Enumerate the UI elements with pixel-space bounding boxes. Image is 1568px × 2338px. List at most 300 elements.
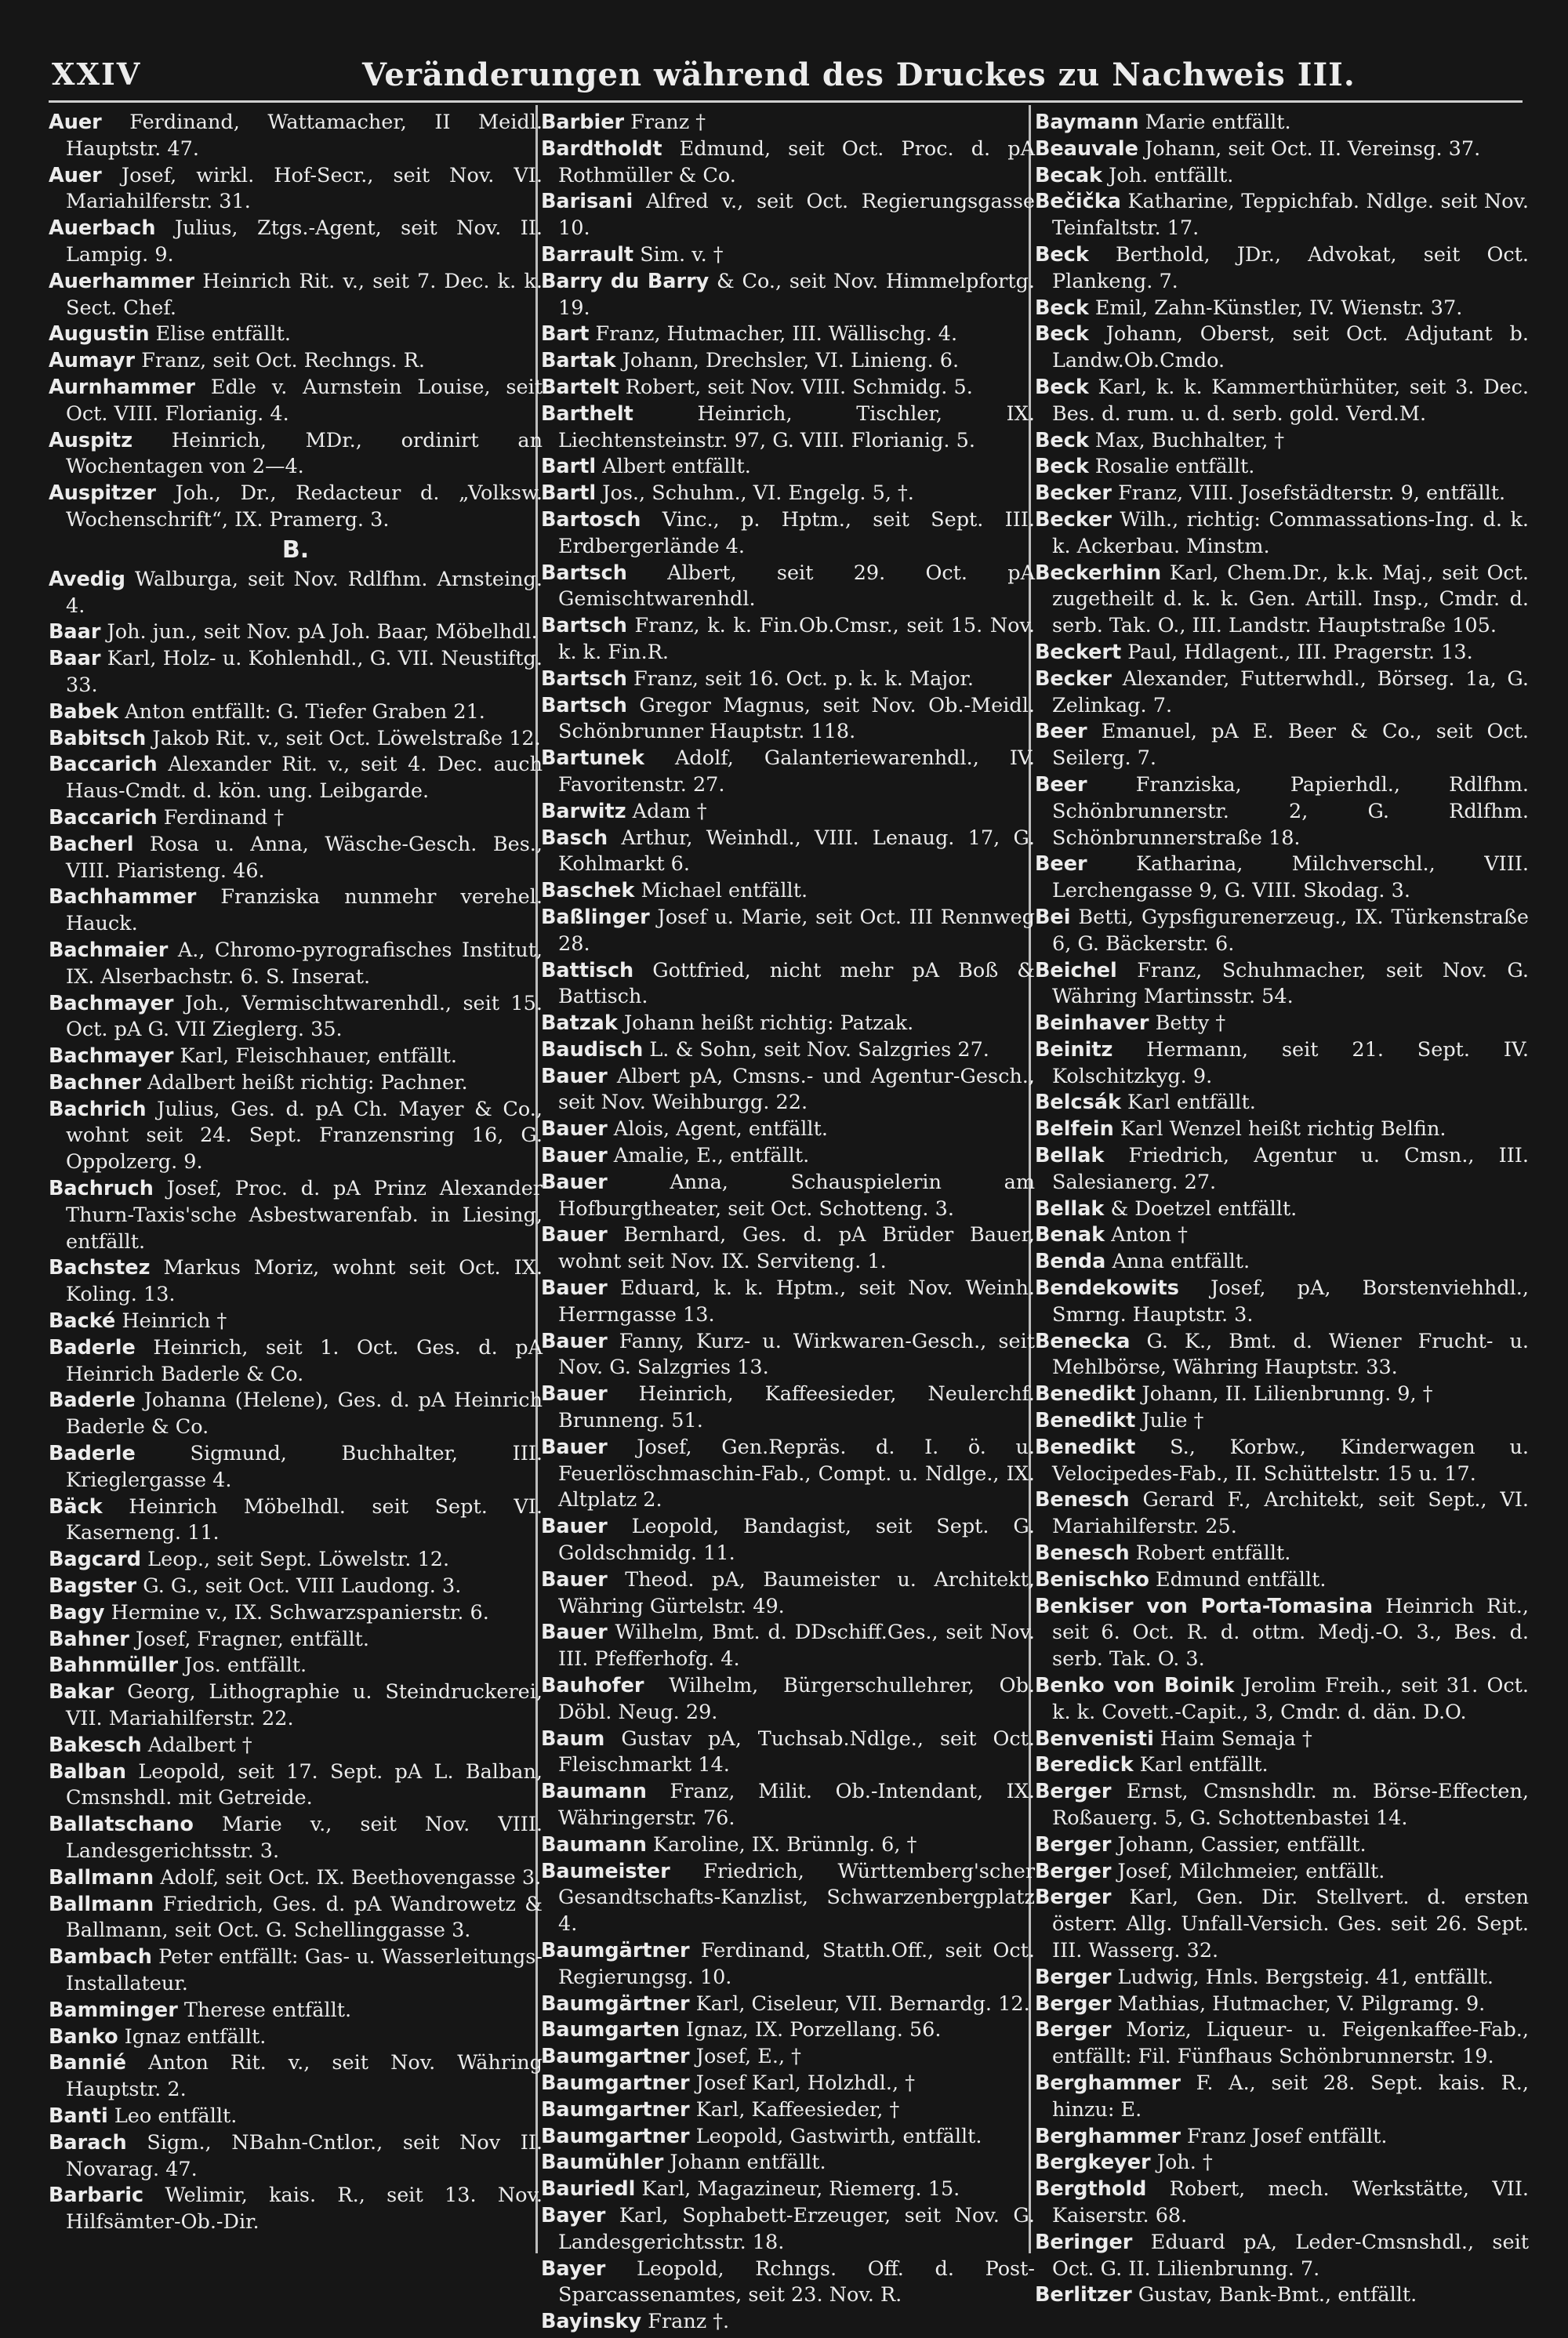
directory-entry bbox=[49, 1865, 543, 1892]
directory-entry bbox=[1035, 163, 1529, 190]
directory-entry bbox=[1035, 1116, 1529, 1143]
directory-entry bbox=[541, 2256, 1035, 2310]
header-rule bbox=[49, 100, 1523, 103]
directory-entry bbox=[49, 726, 543, 753]
entry-name: Bagy bbox=[49, 1600, 105, 1625]
entry-details: Ignaz, IX. Porzellang. 56. bbox=[686, 2018, 942, 2042]
directory-entry bbox=[49, 2130, 543, 2184]
directory-entry bbox=[49, 1309, 543, 1335]
entry-name: Bauer bbox=[541, 1435, 608, 1459]
entry-name: Beichel bbox=[1035, 958, 1117, 982]
entry-name: Bergkeyer bbox=[1035, 2151, 1151, 2175]
directory-entry bbox=[1035, 2282, 1529, 2309]
directory-entry bbox=[541, 2150, 1035, 2176]
entry-name: Berlitzer bbox=[1035, 2283, 1132, 2307]
entry-details: Paul, Hdlagent., III. Pragerstr. 13. bbox=[1127, 640, 1473, 664]
directory-entry bbox=[1035, 1143, 1529, 1196]
entry-name: Bartsch bbox=[541, 666, 627, 691]
entry-details: Alois, Agent, entfällt. bbox=[613, 1117, 828, 1142]
entry-name: Beredick bbox=[1035, 1753, 1134, 1777]
directory-entry bbox=[541, 321, 1035, 348]
entry-details: Gerard F., Architekt, seit Sept., VI. Mariahilferstr. 25. bbox=[1052, 1488, 1530, 1539]
entry-details: Eduard pA, Leder-Cmsnshdl., seit Oct. G. II. Lilienbrunng. 7. bbox=[1052, 2230, 1530, 2281]
entry-name: Barwitz bbox=[541, 799, 626, 823]
entry-details: Karl, Magazineur, Riemerg. 15. bbox=[641, 2177, 960, 2202]
directory-entry bbox=[1035, 481, 1529, 507]
entry-details: Karl entfällt. bbox=[1127, 1091, 1256, 1115]
entry-name: Baumann bbox=[541, 1780, 647, 1804]
directory-entry bbox=[541, 454, 1035, 481]
entry-name: Bečička bbox=[1035, 190, 1121, 214]
entry-name: Ballatschano bbox=[49, 1813, 194, 1837]
directory-entry bbox=[541, 666, 1035, 693]
entry-name: Bachrich bbox=[49, 1097, 147, 1121]
directory-entry bbox=[49, 832, 543, 885]
directory-entry bbox=[49, 805, 543, 832]
directory-entry bbox=[541, 2044, 1035, 2071]
entry-name: Bahnmüller bbox=[49, 1654, 179, 1678]
directory-entry bbox=[49, 2050, 543, 2104]
entry-name: Baderle bbox=[49, 1335, 136, 1360]
entry-details: Leopold, seit 17. Sept. pA L. Balban, Cmsnshdl. mit Getreide. bbox=[66, 1759, 543, 1810]
directory-entry bbox=[1035, 772, 1529, 851]
entry-details: Jerolim Freih., seit 31. Oct. k. k. Covett.-Capit., 3, Cmdr. d. dän. D.O. bbox=[1052, 1674, 1529, 1724]
entry-name: Auer bbox=[49, 163, 102, 187]
entry-details: Josef Karl, Holzhdl., † bbox=[695, 2071, 915, 2095]
directory-entry bbox=[49, 1944, 543, 1998]
directory-entry bbox=[1035, 1249, 1529, 1276]
entry-name: Baumgartner bbox=[541, 2071, 690, 2095]
directory-entry bbox=[541, 401, 1035, 455]
entry-name: Auspitzer bbox=[49, 481, 156, 506]
directory-entry bbox=[1035, 1965, 1529, 1991]
directory-entry bbox=[541, 1779, 1035, 1832]
entry-name: Bauer bbox=[541, 1223, 608, 1247]
entry-details: Joh., Vermischtwarenhdl., seit 15. Oct. pA G. VII Zieglerg. 35. bbox=[66, 991, 543, 1042]
entry-name: Bayinsky bbox=[541, 2310, 642, 2334]
entry-details: Vinc., p. Hptm., seit Sept. III. Erdbergerlände 4. bbox=[558, 507, 1036, 558]
entry-name: Beck bbox=[1035, 322, 1089, 347]
entry-details: Jos., Schuhm., VI. Engelg. 5, †. bbox=[602, 481, 914, 506]
directory-entry bbox=[49, 1176, 543, 1255]
entry-name: Becker bbox=[1035, 507, 1112, 532]
entry-name: Bauriedl bbox=[541, 2177, 636, 2202]
entry-details: Joh., Dr., Redacteur d. „Volksw. Wochenschrift“, IX. Pramerg. 3. bbox=[66, 481, 543, 532]
directory-entry bbox=[541, 1276, 1035, 1329]
entry-name: Baßlinger bbox=[541, 905, 650, 929]
entry-name: Berger bbox=[1035, 1886, 1112, 1910]
directory-entry bbox=[49, 1998, 543, 2024]
entry-name: Becak bbox=[1035, 163, 1103, 187]
entry-name: Aumayr bbox=[49, 349, 136, 373]
entry-name: Bartunek bbox=[541, 746, 644, 771]
entry-name: Berger bbox=[1035, 1832, 1112, 1857]
entry-details: Markus Moriz, wohnt seit Oct. IX. Koling. 13. bbox=[66, 1256, 543, 1307]
entry-details: Franz, Schuhmacher, seit Nov. G. Währing Martinsstr. 54. bbox=[1052, 958, 1529, 1009]
entry-name: Bauer bbox=[541, 1170, 608, 1194]
entry-name: Baum bbox=[541, 1726, 605, 1751]
directory-entry bbox=[1035, 1329, 1529, 1382]
entry-details: Karl, Gen. Dir. Stellvert. d. ersten österr. Allg. Unfall-Versich. Ges. seit 26. Sept. III. Wasserg. 32. bbox=[1052, 1886, 1529, 1962]
entry-name: Benischko bbox=[1035, 1567, 1149, 1592]
entry-details: Katharina, Milchverschl., VIII. Lerchengasse 9, G. VIII. Skodag. 3. bbox=[1052, 852, 1530, 903]
entry-name: Bartsch bbox=[541, 693, 627, 717]
entry-details: Wilh., richtig: Commassations-Ing. d. k. k. Ackerbau. Minstm. bbox=[1052, 507, 1529, 558]
directory-entry bbox=[541, 1832, 1035, 1859]
directory-entry bbox=[49, 1097, 543, 1176]
entry-name: Baschek bbox=[541, 879, 635, 903]
directory-entry bbox=[1035, 1222, 1529, 1249]
directory-entry bbox=[49, 567, 543, 620]
entry-details: Franz †. bbox=[648, 2310, 730, 2334]
entry-name: Berger bbox=[1035, 1965, 1112, 1989]
entry-details: Robert entfällt. bbox=[1135, 1541, 1291, 1566]
directory-entry bbox=[541, 2203, 1035, 2256]
entry-name: Barthelt bbox=[541, 401, 633, 426]
entry-name: Bachmaier bbox=[49, 938, 169, 962]
entry-details: Josef, Milchmeier, entfällt. bbox=[1117, 1859, 1385, 1883]
entry-details: Albert entfällt. bbox=[602, 455, 751, 479]
entry-name: Bäck bbox=[49, 1494, 103, 1519]
directory-entry bbox=[1035, 1435, 1529, 1488]
entry-name: Bagcard bbox=[49, 1548, 142, 1572]
entry-details: Ferdinand, Statth.Off., seit Oct. Regierungsg. 10. bbox=[558, 1938, 1036, 1989]
directory-entry bbox=[1035, 1567, 1529, 1594]
entry-details: Sim. v. † bbox=[640, 242, 724, 267]
entry-details: Josef, pA, Borstenviehhdl., Smrng. Hauptstr. 3. bbox=[1052, 1276, 1529, 1327]
entry-details: Adolf, seit Oct. IX. Beethovengasse 3. bbox=[160, 1865, 542, 1890]
directory-entry bbox=[541, 826, 1035, 879]
entry-name: Bartsch bbox=[541, 614, 627, 638]
entry-details: Gregor Magnus, seit Nov. Ob.-Meidl. Schönbrunner Hauptstr. 118. bbox=[558, 693, 1035, 744]
entry-name: Bauer bbox=[541, 1329, 608, 1353]
entry-name: Bergthold bbox=[1035, 2177, 1147, 2202]
directory-entry bbox=[541, 507, 1035, 561]
entry-name: Baumgärtner bbox=[541, 1991, 690, 2016]
column-2 bbox=[541, 110, 1036, 2334]
entry-name: Bachmayer bbox=[49, 991, 174, 1015]
directory-entry bbox=[541, 1011, 1035, 1037]
directory-entry bbox=[1035, 1196, 1529, 1223]
entry-details: Johann, Drechsler, VI. Linieng. 6. bbox=[622, 349, 960, 373]
directory-entry bbox=[541, 1938, 1035, 1991]
entry-name: Barrault bbox=[541, 242, 634, 267]
directory-entry bbox=[541, 2097, 1035, 2124]
entry-details: Haim Semaja † bbox=[1160, 1726, 1312, 1751]
directory-entry bbox=[1035, 1541, 1529, 1567]
directory-entry bbox=[541, 1381, 1035, 1435]
directory-entry bbox=[49, 2183, 543, 2236]
directory-entry bbox=[49, 163, 543, 216]
entry-details: Ignaz entfällt. bbox=[124, 2024, 267, 2049]
entry-details: Friedrich, Württemberg'scher Gesandtschafts-Kanzlist, Schwarzenbergplatz 4. bbox=[558, 1859, 1036, 1937]
entry-details: Hermann, seit 21. Sept. IV. Kolschitzkyg. 9. bbox=[1052, 1037, 1529, 1088]
directory-entry bbox=[541, 136, 1035, 190]
directory-entry bbox=[1035, 375, 1529, 428]
entry-details: Heinrich, Tischler, IX. Liechtensteinstr. 97, G. VIII. Florianig. 5. bbox=[558, 401, 1035, 452]
entry-name: Baderle bbox=[49, 1442, 136, 1466]
entry-name: Benak bbox=[1035, 1223, 1105, 1247]
entry-details: Sigm., NBahn-Cntlor., seit Nov II. Novarag. 47. bbox=[66, 2130, 543, 2181]
entry-details: Georg, Lithographie u. Steindruckerei, VII. Mariahilferstr. 22. bbox=[66, 1680, 543, 1731]
entry-details: Ferdinand, Wattamacher, II Meidl. Hauptstr. 47. bbox=[66, 111, 543, 161]
directory-entry bbox=[541, 2017, 1035, 2044]
page-header bbox=[49, 55, 1523, 99]
entry-name: Avedig bbox=[49, 567, 125, 591]
entry-details: & Co., seit Nov. Himmelpfortg. 19. bbox=[558, 269, 1036, 320]
entry-name: Becker bbox=[1035, 666, 1112, 691]
entry-details: Ernst, Cmsnshdlr. m. Börse-Effecten, Roßauerg. 5, G. Schottenbastei 14. bbox=[1052, 1780, 1530, 1830]
directory-entry bbox=[49, 1044, 543, 1070]
entry-name: Beinitz bbox=[1035, 1037, 1113, 1062]
entry-name: Barach bbox=[49, 2130, 127, 2155]
entry-details: Adalbert heißt richtig: Pachner. bbox=[147, 1070, 468, 1095]
entry-name: Bellak bbox=[1035, 1196, 1105, 1221]
entry-name: Berger bbox=[1035, 1780, 1112, 1804]
entry-name: Balban bbox=[49, 1759, 126, 1784]
entry-details: Karl, Sophabett-Erzeuger, seit Nov. G. Landesgerichtsstr. 18. bbox=[558, 2203, 1036, 2254]
entry-details: Joh. jun., seit Nov. pA Joh. Baar, Möbelhdl. bbox=[107, 620, 538, 644]
entry-name: Beer bbox=[1035, 772, 1087, 797]
entry-name: Benedikt bbox=[1035, 1382, 1136, 1407]
directory-entry bbox=[1035, 296, 1529, 322]
directory-entry bbox=[49, 269, 543, 322]
entry-name: Bartak bbox=[541, 349, 616, 373]
entry-name: Beinhaver bbox=[1035, 1011, 1149, 1036]
entry-details: Heinrich, seit 1. Oct. Ges. d. pA Heinrich Baderle & Co. bbox=[66, 1335, 543, 1386]
entry-details: Alfred v., seit Oct. Regierungsgasse 10. bbox=[558, 190, 1036, 241]
entry-details: & Doetzel entfällt. bbox=[1110, 1196, 1298, 1221]
directory-entry bbox=[541, 693, 1035, 746]
directory-entry bbox=[541, 242, 1035, 269]
entry-details: Franziska nunmehr verehel. Hauck. bbox=[66, 885, 543, 936]
directory-entry bbox=[49, 428, 543, 481]
entry-name: Baumgartner bbox=[541, 2045, 690, 2069]
entry-name: Bauer bbox=[541, 1117, 608, 1142]
directory-entry bbox=[1035, 719, 1529, 772]
entry-name: Bartsch bbox=[541, 561, 627, 585]
entry-name: Benedikt bbox=[1035, 1435, 1136, 1459]
entry-details: S., Korbw., Kinderwagen u. Velocipedes-Fab., II. Schüttelstr. 15 u. 17. bbox=[1052, 1435, 1530, 1486]
entry-name: Basch bbox=[541, 826, 608, 850]
entry-name: Ballmann bbox=[49, 1892, 154, 1916]
entry-name: Bachhammer bbox=[49, 885, 197, 909]
entry-details: Edle v. Aurnstein Louise, seit Oct. VIII. Florianig. 4. bbox=[66, 375, 543, 426]
directory-entry bbox=[49, 1494, 543, 1548]
directory-entry bbox=[49, 321, 543, 348]
directory-entry bbox=[1035, 1726, 1529, 1753]
directory-entry bbox=[541, 189, 1035, 242]
entry-details: Amalie, E., entfällt. bbox=[613, 1144, 810, 1168]
entry-details: Emil, Zahn-Künstler, IV. Wienstr. 37. bbox=[1094, 296, 1463, 320]
entry-details: Karoline, IX. Brünnlg. 6, † bbox=[653, 1832, 917, 1857]
entry-details: G. K., Bmt. d. Wiener Frucht- u. Mehlbörse, Währing Hauptstr. 33. bbox=[1052, 1329, 1529, 1380]
entry-details: Wilhelm, Bürgerschullehrer, Ob. Döbl. Neug. 29. bbox=[558, 1674, 1035, 1724]
entry-name: Bauer bbox=[541, 1382, 608, 1407]
directory-entry bbox=[49, 110, 543, 163]
entry-name: Beer bbox=[1035, 720, 1087, 744]
entry-details: Leo entfällt. bbox=[114, 2104, 238, 2128]
entry-name: Baumann bbox=[541, 1832, 647, 1857]
entry-details: Marie v., seit Nov. VIII. Landesgerichtsstr. 3. bbox=[66, 1813, 543, 1863]
directory-entry bbox=[541, 958, 1035, 1011]
directory-entry bbox=[541, 613, 1035, 666]
entry-name: Barry du Barry bbox=[541, 269, 710, 293]
entry-name: Bendekowits bbox=[1035, 1276, 1179, 1301]
entry-details: Ferdinand † bbox=[163, 805, 285, 830]
entry-name: Bauer bbox=[541, 1144, 608, 1168]
directory-entry bbox=[1035, 1090, 1529, 1116]
entry-name: Berghammer bbox=[1035, 2071, 1181, 2095]
entry-name: Batzak bbox=[541, 1011, 618, 1036]
entry-details: Johann, seit Oct. II. Vereinsg. 37. bbox=[1145, 136, 1481, 161]
entry-name: Baumgartner bbox=[541, 2124, 690, 2148]
directory-entry bbox=[541, 1620, 1035, 1673]
directory-entry bbox=[541, 1064, 1035, 1117]
entry-details: Adam † bbox=[632, 799, 707, 823]
entry-name: Benesch bbox=[1035, 1488, 1130, 1512]
entry-details: Eduard, k. k. Hptm., seit Nov. Weinh. Herrngasse 13. bbox=[558, 1276, 1035, 1327]
directory-entry bbox=[1035, 1885, 1529, 1964]
entry-details: Heinrich † bbox=[122, 1309, 227, 1334]
directory-entry bbox=[1035, 321, 1529, 375]
entry-details: Welimir, kais. R., seit 13. Nov. Hilfsämter-Ob.-Dir. bbox=[66, 2184, 543, 2235]
directory-entry bbox=[541, 2176, 1035, 2203]
directory-entry bbox=[541, 1726, 1035, 1780]
entry-details: Jos. entfällt. bbox=[184, 1654, 307, 1678]
entry-details: Gottfried, nicht mehr pA Boß & Battisch. bbox=[558, 958, 1035, 1009]
entry-name: Bacherl bbox=[49, 832, 134, 856]
entry-details: Franz, seit 16. Oct. p. k. k. Major. bbox=[633, 666, 975, 691]
entry-name: Berger bbox=[1035, 1991, 1112, 2016]
entry-name: Babek bbox=[49, 699, 119, 724]
entry-details: Josef, wirkl. Hof-Secr., seit Nov. VI. Mariahilferstr. 31. bbox=[66, 163, 543, 214]
entry-details: Max, Buchhalter, † bbox=[1094, 428, 1285, 452]
entry-name: Baccarich bbox=[49, 753, 158, 777]
directory-entry bbox=[49, 699, 543, 726]
entry-name: Baccarich bbox=[49, 805, 158, 830]
entry-name: Babitsch bbox=[49, 726, 147, 750]
entry-name: Benedikt bbox=[1035, 1409, 1136, 1433]
entry-details: Alexander, Futterwhdl., Börseg. 1a, G. Zelinkag. 7. bbox=[1052, 666, 1529, 717]
directory-entry bbox=[541, 561, 1035, 614]
entry-name: Banti bbox=[49, 2104, 108, 2128]
entry-name: Bei bbox=[1035, 905, 1071, 929]
directory-entry bbox=[49, 752, 543, 805]
directory-entry bbox=[49, 619, 543, 646]
entry-details: Leop., seit Sept. Löwelstr. 12. bbox=[147, 1548, 450, 1572]
entry-name: Aurnhammer bbox=[49, 375, 195, 399]
entry-details: Heinrich Rit., seit 6. Oct. R. d. ottm. Medj.-O. 3., Bes. d. serb. Tak. O. 3. bbox=[1052, 1594, 1529, 1672]
entry-name: Bachner bbox=[49, 1070, 141, 1095]
entry-details: Franz, seit Oct. Rechngs. R. bbox=[141, 349, 426, 373]
entry-details: Heinrich, MDr., ordinirt an Wochentagen von 2—4. bbox=[66, 428, 543, 479]
directory-entry bbox=[49, 2104, 543, 2130]
directory-entry bbox=[541, 1222, 1035, 1276]
entry-details: Josef, Proc. d. pA Prinz Alexander Thurn-Taxis'sche Asbestwarenfab. in Liesing, entfällt. bbox=[66, 1177, 543, 1254]
entry-details: Franz, VIII. Josefstädterstr. 9, entfällt. bbox=[1118, 481, 1506, 506]
entry-name: Baumeister bbox=[541, 1859, 670, 1883]
entry-name: Backé bbox=[49, 1309, 116, 1334]
directory-entry bbox=[541, 1673, 1035, 1726]
entry-details: Ludwig, Hnls. Bergsteig. 41, entfällt. bbox=[1117, 1965, 1494, 1989]
entry-name: Beck bbox=[1035, 296, 1089, 320]
entry-name: Bannié bbox=[49, 2051, 126, 2075]
entry-details: Josef, E., † bbox=[695, 2045, 801, 2069]
entry-name: Beringer bbox=[1035, 2230, 1133, 2254]
entry-details: Johann, Cassier, entfällt. bbox=[1117, 1832, 1367, 1857]
entry-name: Auerhammer bbox=[49, 269, 195, 293]
entry-details: Anna entfällt. bbox=[1112, 1250, 1250, 1274]
entry-name: Bagster bbox=[49, 1574, 137, 1599]
entry-name: Bellak bbox=[1035, 1144, 1105, 1168]
entry-name: Bart bbox=[541, 322, 590, 347]
entry-name: Beck bbox=[1035, 455, 1089, 479]
entry-details: Joh. † bbox=[1156, 2151, 1213, 2175]
entry-details: Josef, Gen.Repräs. d. I. ö. u. Feuerlöschmaschin-Fab., Compt. u. Ndlge., IX. Altplatz 2. bbox=[558, 1435, 1036, 1512]
entry-name: Baumühler bbox=[541, 2151, 664, 2175]
directory-entry bbox=[1035, 242, 1529, 296]
directory-entry bbox=[1035, 958, 1529, 1011]
entry-name: Barbier bbox=[541, 111, 625, 134]
entry-name: Benkiser von Porta-Tomasina bbox=[1035, 1594, 1374, 1618]
section-heading: B. bbox=[281, 535, 310, 564]
entry-details: Katharine, Teppichfab. Ndlge. seit Nov. Teinfaltstr. 17. bbox=[1052, 190, 1529, 241]
entry-details: Albert, seit 29. Oct. pA Gemischtwarenhdl. bbox=[558, 561, 1035, 612]
entry-name: Baar bbox=[49, 620, 101, 644]
directory-entry bbox=[49, 884, 543, 938]
directory-entry bbox=[1035, 1859, 1529, 1886]
directory-entry bbox=[1035, 1037, 1529, 1091]
directory-entry bbox=[1035, 2071, 1529, 2124]
entry-name: Bartl bbox=[541, 455, 597, 479]
entry-details: Johann, Oberst, seit Oct. Adjutant b. Landw.Ob.Cmdo. bbox=[1052, 322, 1529, 373]
entry-details: Franz, k. k. Fin.Ob.Cmsr., seit 15. Nov. k. k. Fin.R. bbox=[558, 614, 1035, 664]
entry-details: Mathias, Hutmacher, V. Pilgramg. 9. bbox=[1117, 1991, 1486, 2016]
directory-entry bbox=[1035, 1276, 1529, 1329]
entry-details: Johann, II. Lilienbrunng. 9, † bbox=[1142, 1382, 1433, 1407]
entry-details: Julius, Ges. d. pA Ch. Mayer & Co., wohnt seit 24. Sept. Franzensring 16, G. Oppolzerg. 9. bbox=[66, 1097, 543, 1174]
directory-entry bbox=[49, 481, 543, 534]
entry-details: Moriz, Liqueur- u. Feigenkaffee-Fab., entfällt: Fil. Fünfhaus Schönbrunnerstr. 19. bbox=[1052, 2018, 1529, 2069]
directory-entry bbox=[49, 646, 543, 699]
directory-entry bbox=[49, 216, 543, 269]
entry-name: Bartl bbox=[541, 481, 597, 506]
entry-details: Julie † bbox=[1142, 1409, 1204, 1433]
entry-details: Heinrich, Kaffeesieder, Neulerchf. Brunneng. 51. bbox=[558, 1382, 1036, 1433]
entry-name: Berger bbox=[1035, 1859, 1112, 1883]
entry-name: Barbaric bbox=[49, 2184, 144, 2208]
entry-details: Theod. pA, Baumeister u. Architekt, Währing Gürtelstr. 49. bbox=[558, 1567, 1035, 1618]
directory-entry bbox=[1035, 2124, 1529, 2151]
page-title: Veränderungen während des Druckes zu Nachweis III. bbox=[362, 56, 1356, 93]
entry-name: Bauer bbox=[541, 1276, 608, 1301]
directory-entry bbox=[49, 938, 543, 991]
entry-details: Friedrich, Agentur u. Cmsn., III. Salesianerg. 27. bbox=[1052, 1144, 1529, 1194]
entry-details: Johanna (Helene), Ges. d. pA Heinrich Baderle & Co. bbox=[66, 1389, 543, 1439]
entry-details: F. A., seit 28. Sept. kais. R., hinzu: E. bbox=[1052, 2071, 1530, 2122]
directory-entry bbox=[49, 1627, 543, 1654]
entry-details: Franz, Milit. Ob.-Intendant, IX. Währingerstr. 76. bbox=[558, 1780, 1036, 1830]
directory-entry bbox=[49, 1892, 543, 1945]
entry-details: Joh. entfällt. bbox=[1109, 163, 1234, 187]
directory-entry bbox=[541, 2124, 1035, 2151]
entry-details: Leopold, Bandagist, seit Sept. G. Goldschmidg. 11. bbox=[558, 1515, 1035, 1566]
directory-entry bbox=[49, 1441, 543, 1494]
directory-entry bbox=[49, 1547, 543, 1574]
entry-name: Bakesch bbox=[49, 1733, 142, 1757]
entry-name: Baumgarten bbox=[541, 2018, 681, 2042]
